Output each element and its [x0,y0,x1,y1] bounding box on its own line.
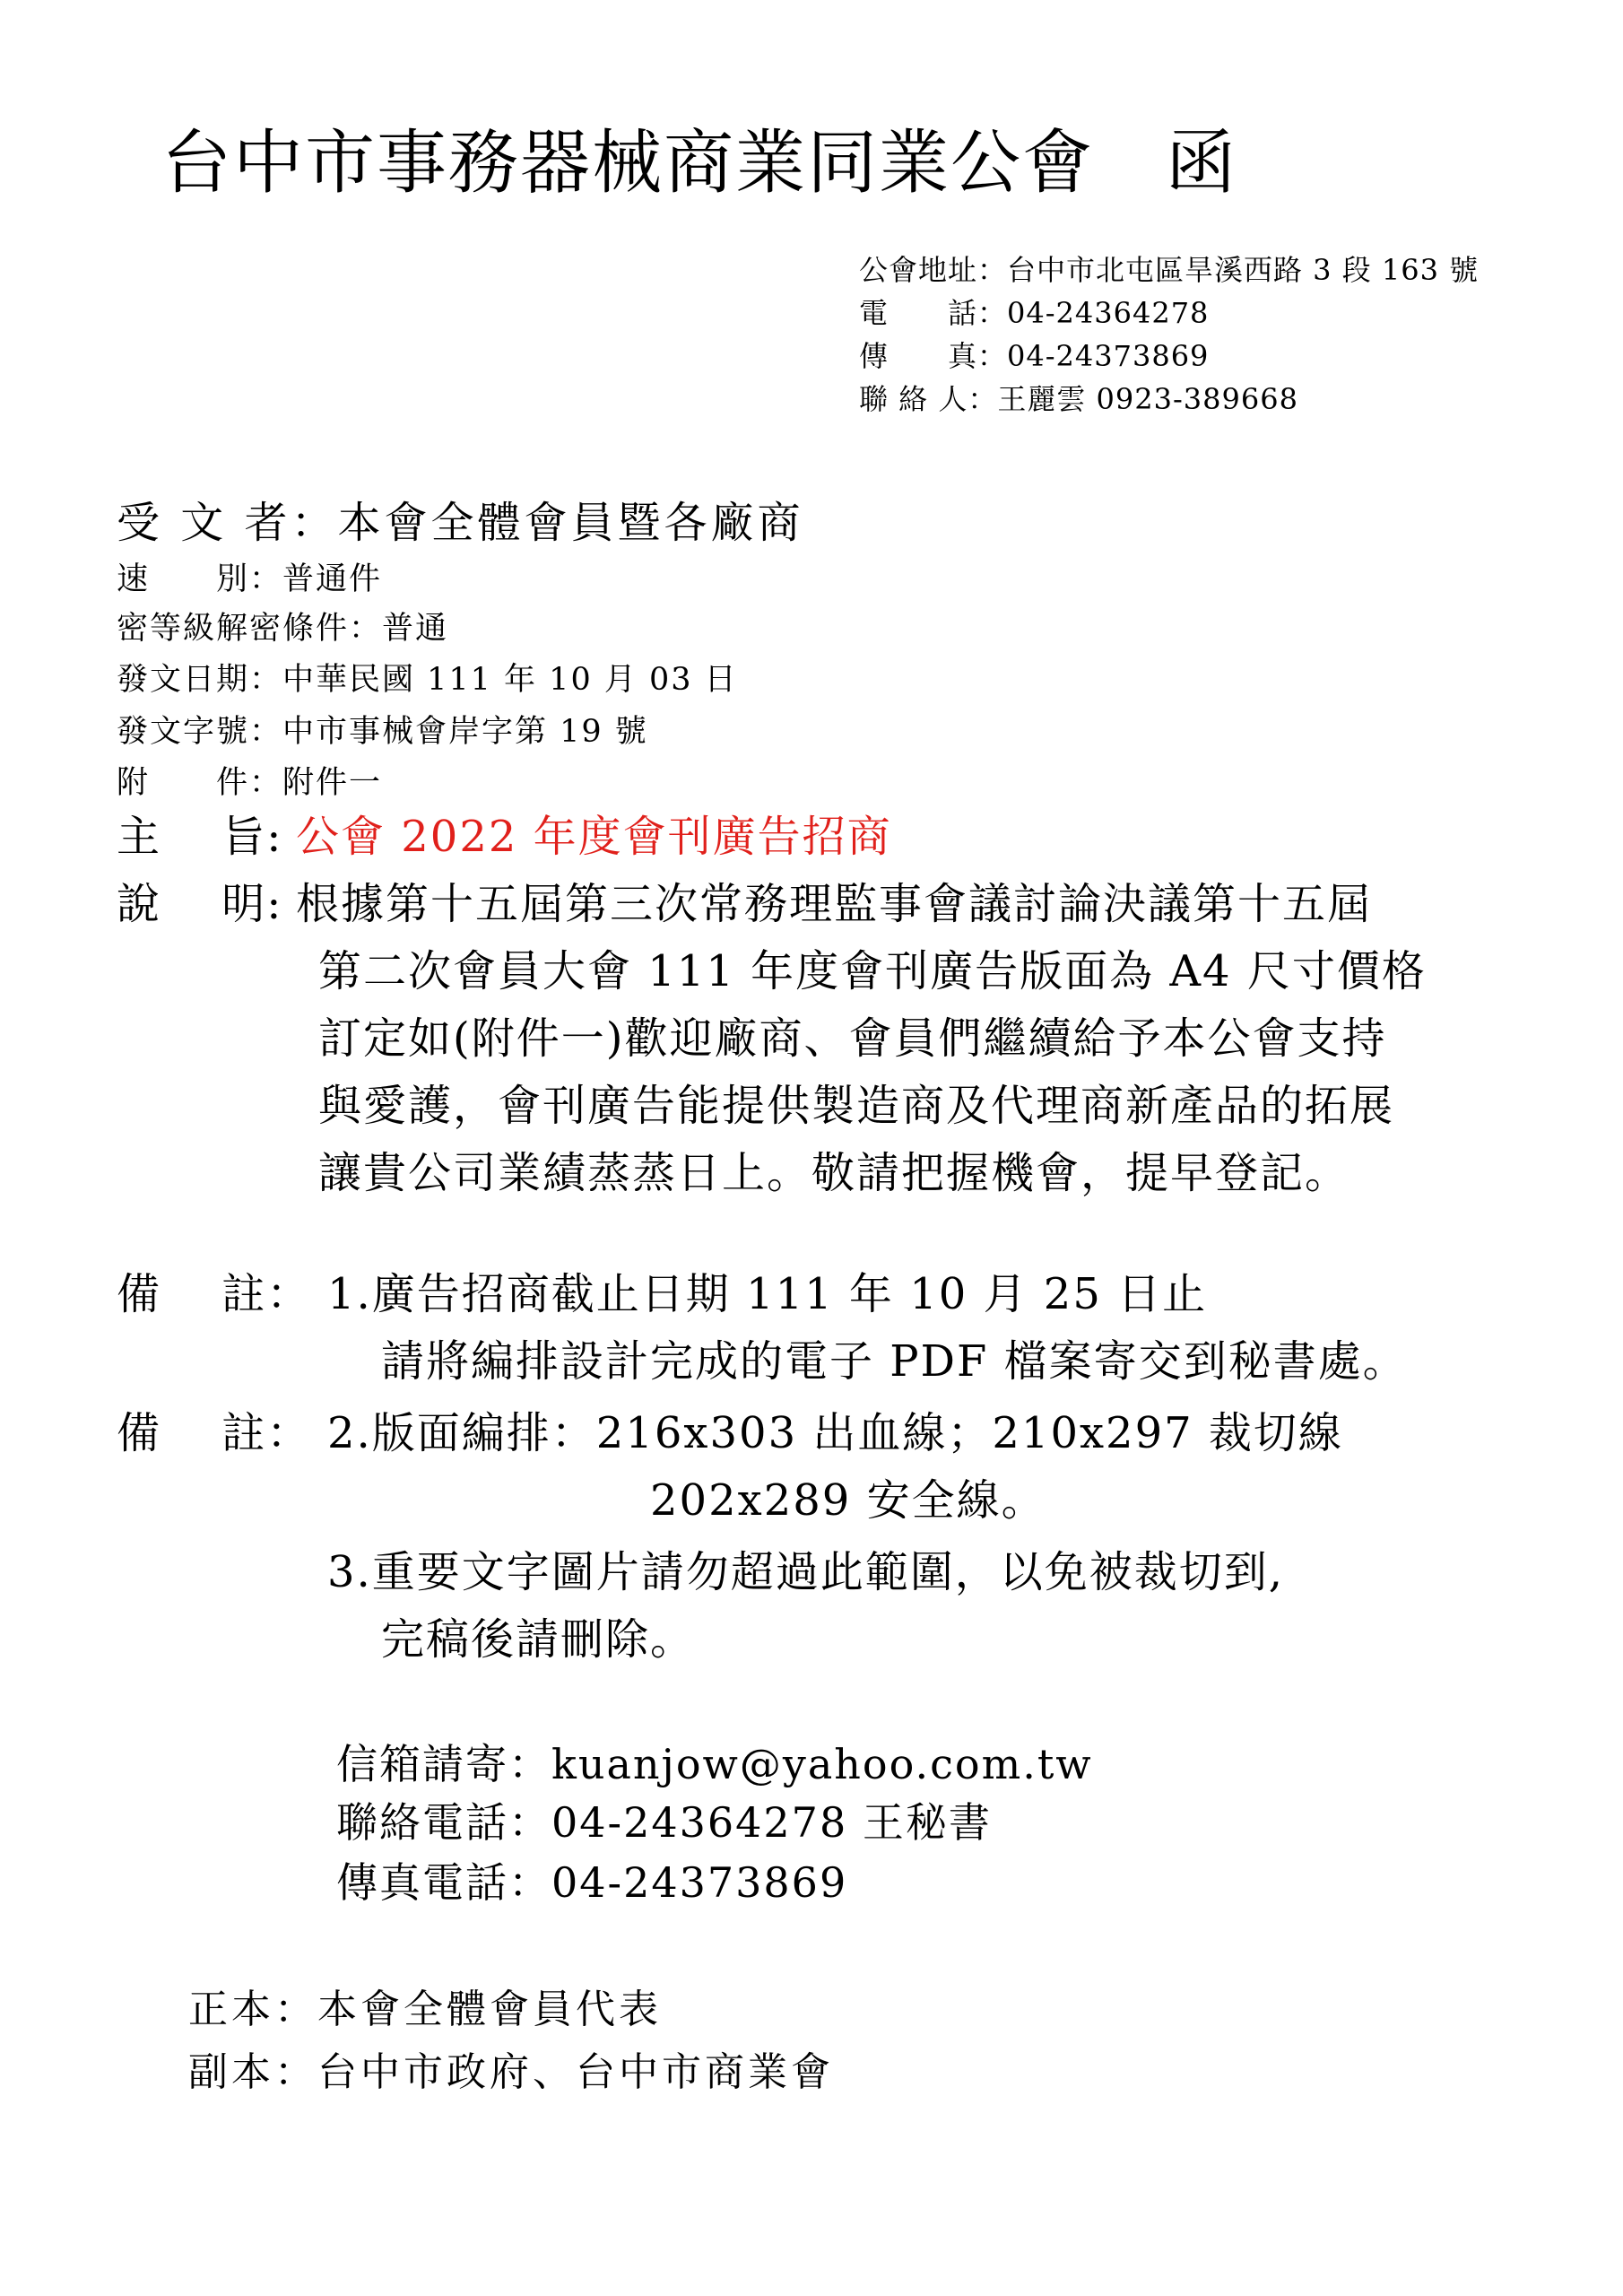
association-address: 公會地址：台中市北屯區旱溪西路 3 段 163 號 [859,253,1480,287]
subject-label: 主 旨: [117,812,283,862]
explanation-line: 第二次會員大會 111 年度會刊廣告版面為 A4 尺寸價格 [318,946,1427,996]
explanation-line: 訂定如(附件一)歡迎廠商、會員們繼續給予本公會支持 [318,1013,1387,1064]
explanation-line: 讓貴公司業績蒸蒸日上。敬請把握機會，提早登記。 [318,1148,1350,1198]
original-copy-line: 正本：本會全體會員代表 [188,1987,662,2032]
note-item-1-continued: 請將編排設計完成的電子 PDF 檔案寄交到秘書處。 [381,1336,1408,1387]
email-line: 信箱請寄：kuanjow@yahoo.com.tw [336,1740,1093,1788]
note-item-2-continued: 202x289 安全線。 [650,1475,1046,1526]
association-fax: 傳 真：04-24373869 [859,339,1210,373]
recipient-line: 受 文 者：本會全體會員暨各廠商 [117,498,804,548]
notes-label: 備 註： [117,1408,312,1458]
contact-phone-line: 聯絡電話：04-24364278 王秘書 [336,1798,992,1847]
note-item-3: 3.重要文字圖片請勿超過此範圍，以免被裁切到, [327,1547,1285,1597]
association-contact-person: 聯 絡 人：王麗雲 0923-389668 [859,382,1298,416]
document-number-line: 發文字號：中市事械會岸字第 19 號 [117,714,648,750]
contact-fax-line: 傳真電話：04-24373869 [336,1858,848,1907]
classification-line: 密等級解密條件：普通 [117,611,449,647]
issue-date-line: 發文日期：中華民國 111 年 10 月 03 日 [117,662,738,698]
subject-text: 公會 2022 年度會刊廣告招商 [296,812,892,862]
explanation-line: 與愛護，會刊廣告能提供製造商及代理商新產品的拓展 [318,1081,1395,1131]
duplicate-copy-line: 副本：台中市政府、台中市商業會 [188,2049,834,2095]
notes-label: 備 註： [117,1269,312,1319]
explanation-line: 根據第十五屆第三次常務理監事會議討論決議第十五屆 [296,879,1373,929]
note-item-2: 2.版面編排：216x303 出血線；210x297 裁切線 [327,1408,1343,1458]
subject-line [117,812,892,864]
association-phone: 電 話：04-24364278 [859,296,1210,330]
attachment-line: 附 件：附件一 [117,765,383,801]
explanation-label: 說 明: [117,879,283,929]
speed-line: 速 別：普通件 [117,561,383,597]
note-item-1: 1.廣告招商截止日期 111 年 10 月 25 日止 [327,1269,1208,1319]
document-title: 台中市事務器械商業同業公會 函 [161,123,1238,204]
note-item-3-continued: 完稿後請刪除。 [381,1614,696,1665]
